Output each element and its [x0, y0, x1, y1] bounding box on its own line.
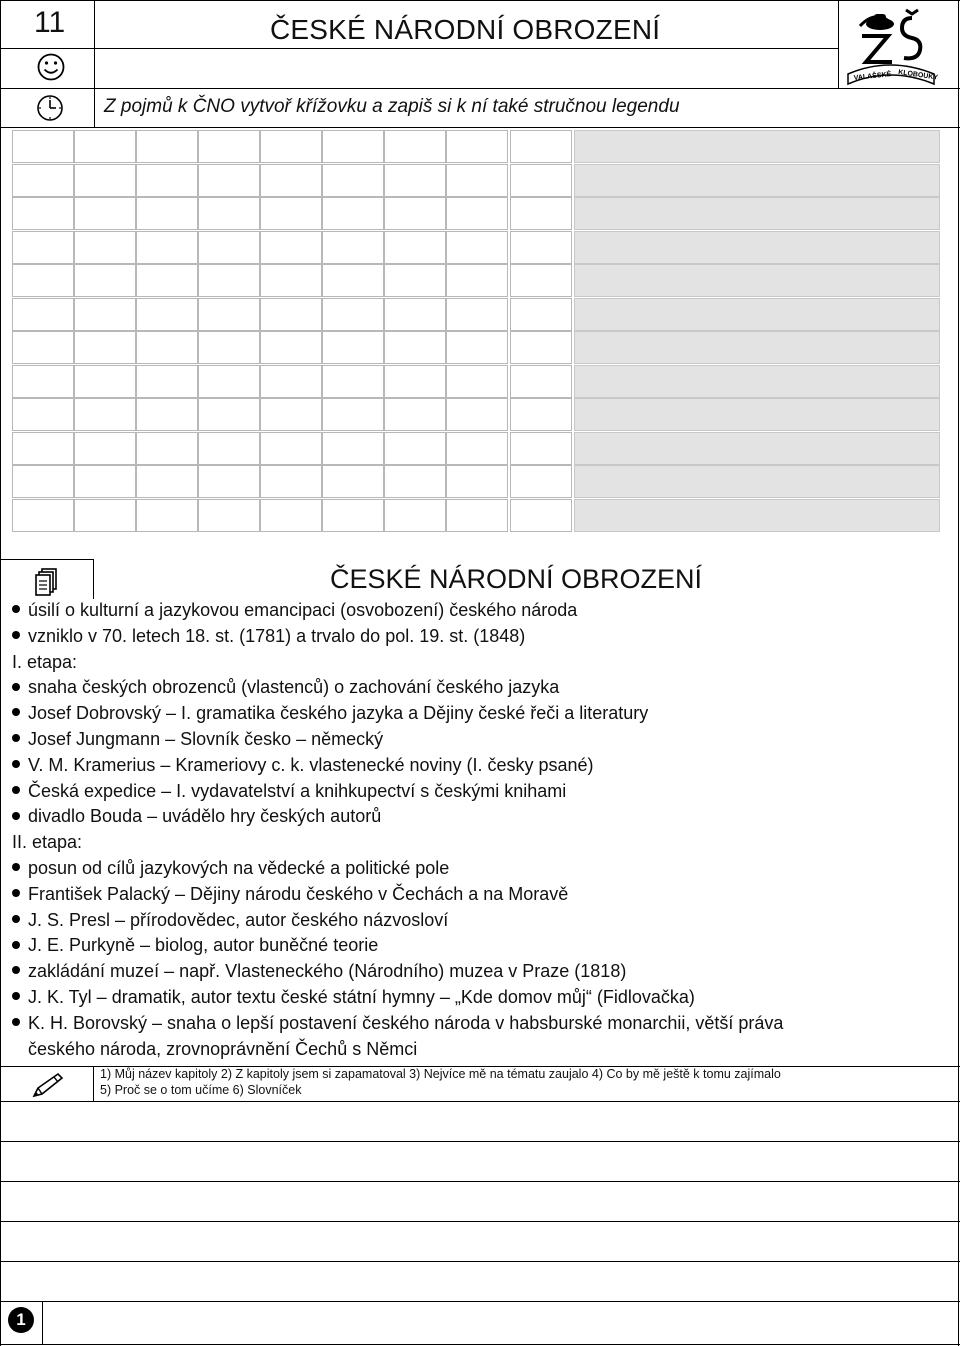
- legend-cell[interactable]: [574, 398, 940, 431]
- crossword-cell[interactable]: [136, 432, 198, 465]
- bullet-dot: [12, 708, 20, 716]
- reflection-hint-line-2: 5) Proč se o tom učíme 6) Slovníček: [100, 1083, 302, 1097]
- smiley-icon: [36, 52, 66, 82]
- crossword-cell[interactable]: [12, 264, 74, 297]
- line-text: J. S. Presl – přírodovědec, autor českého názvosloví: [28, 909, 449, 930]
- line-text: J. K. Tyl – dramatik, autor textu české státní hymny – „Kde domov můj“ (Fidlovačka): [28, 987, 695, 1007]
- crossword-cell[interactable]: [384, 465, 446, 498]
- line-text: snaha českých obrozenců (vlastenců) o zachování českého jazyka: [28, 677, 560, 698]
- crossword-cell[interactable]: [446, 164, 508, 197]
- bullet-dot: [12, 631, 20, 639]
- crossword-cell[interactable]: [446, 365, 508, 398]
- legend-cell[interactable]: [574, 298, 940, 331]
- bullet-item: [12, 677, 559, 698]
- crossword-cell[interactable]: [384, 164, 446, 197]
- crossword-cell[interactable]: [384, 331, 446, 364]
- bullet-dot: [12, 863, 20, 871]
- crossword-cell[interactable]: [198, 197, 260, 230]
- legend-cell[interactable]: [574, 465, 940, 498]
- bullet-dot: [12, 915, 20, 923]
- crossword-cell[interactable]: [510, 365, 572, 398]
- crossword-cell[interactable]: [136, 499, 198, 532]
- crossword-cell[interactable]: [198, 164, 260, 197]
- crossword-cell[interactable]: [446, 264, 508, 297]
- crossword-cell[interactable]: [198, 231, 260, 264]
- logo-text-left: VALAŠSKÉ: [853, 71, 892, 82]
- legend-cell[interactable]: [574, 365, 940, 398]
- crossword-cell[interactable]: [198, 331, 260, 364]
- crossword-cell[interactable]: [384, 432, 446, 465]
- line-text: Česká expedice – I. vydavatelství a knihkupectví s českými knihami: [28, 780, 567, 801]
- crossword-cell[interactable]: [260, 365, 322, 398]
- crossword-cell[interactable]: [384, 365, 446, 398]
- crossword-cell[interactable]: [136, 298, 198, 331]
- bullet-dot: [12, 941, 20, 949]
- crossword-cell[interactable]: [198, 264, 260, 297]
- crossword-cell[interactable]: [510, 465, 572, 498]
- crossword-cell[interactable]: [384, 398, 446, 431]
- bullet-dot: [12, 760, 20, 768]
- bullet-dot: [12, 812, 20, 820]
- crossword-cell[interactable]: [198, 365, 260, 398]
- legend-cell[interactable]: [574, 499, 940, 532]
- crossword-cell[interactable]: [446, 432, 508, 465]
- bullet-item: [12, 961, 626, 982]
- crossword-cell[interactable]: [12, 231, 74, 264]
- crossword-cell[interactable]: [322, 197, 384, 230]
- bullet-item: [12, 626, 525, 647]
- crossword-cell[interactable]: [74, 298, 136, 331]
- crossword-cell[interactable]: [198, 398, 260, 431]
- line-text: českého národa, zrovnoprávnění Čechů s Němci: [28, 1038, 418, 1059]
- legend-cell[interactable]: [574, 164, 940, 197]
- crossword-cell[interactable]: [74, 432, 136, 465]
- crossword-cell[interactable]: [510, 432, 572, 465]
- legend-cell[interactable]: [574, 231, 940, 264]
- crossword-cell[interactable]: [260, 264, 322, 297]
- bullet-item: [12, 1013, 783, 1034]
- line-text: divadlo Bouda – uvádělo hry českých autorů: [28, 806, 382, 827]
- bullet-item: [12, 884, 568, 905]
- crossword-cell[interactable]: [510, 331, 572, 364]
- bullet-item: [12, 781, 566, 802]
- bullet-dot: [12, 605, 20, 613]
- crossword-cell[interactable]: [198, 130, 260, 163]
- line-text: Josef Jungmann – Slovník česko – německý: [28, 729, 384, 749]
- crossword-cell[interactable]: [136, 164, 198, 197]
- crossword-cell[interactable]: [510, 197, 572, 230]
- crossword-cell[interactable]: [446, 298, 508, 331]
- crossword-cell[interactable]: [74, 465, 136, 498]
- line-text: I. etapa:: [12, 651, 78, 672]
- crossword-cell[interactable]: [12, 164, 74, 197]
- crossword-cell[interactable]: [322, 331, 384, 364]
- crossword-cell[interactable]: [322, 365, 384, 398]
- crossword-cell[interactable]: [322, 298, 384, 331]
- crossword-cell[interactable]: [384, 231, 446, 264]
- bullet-item: [12, 806, 381, 827]
- crossword-cell[interactable]: [12, 365, 74, 398]
- crossword-cell[interactable]: [510, 231, 572, 264]
- crossword-cell[interactable]: [74, 365, 136, 398]
- crossword-cell[interactable]: [446, 331, 508, 364]
- crossword-cell[interactable]: [12, 499, 74, 532]
- crossword-cell[interactable]: [446, 231, 508, 264]
- bullet-item: [12, 703, 648, 724]
- pencil-icon: [30, 1072, 64, 1100]
- clock-icon: [36, 94, 64, 122]
- page-title: ČESKÉ NÁRODNÍ OBROZENÍ: [270, 14, 661, 45]
- crossword-cell[interactable]: [384, 197, 446, 230]
- bullet-dot: [12, 786, 20, 794]
- line-text: posun od cílů jazykových na vědecké a politické pole: [28, 858, 450, 878]
- crossword-cell[interactable]: [322, 164, 384, 197]
- crossword-cell[interactable]: [136, 398, 198, 431]
- page-number: 11: [34, 6, 66, 39]
- crossword-cell[interactable]: [510, 164, 572, 197]
- crossword-cell[interactable]: [136, 130, 198, 163]
- plain-line: [12, 652, 77, 673]
- crossword-cell[interactable]: [322, 231, 384, 264]
- crossword-cell[interactable]: [136, 365, 198, 398]
- bullet-item: [12, 600, 577, 621]
- legend-cell[interactable]: [574, 130, 940, 163]
- bullet-item: [12, 910, 448, 931]
- crossword-cell[interactable]: [446, 197, 508, 230]
- crossword-cell[interactable]: [322, 130, 384, 163]
- crossword-cell[interactable]: [198, 465, 260, 498]
- bullet-item: [12, 935, 378, 956]
- crossword-cell[interactable]: [384, 499, 446, 532]
- crossword-cell[interactable]: [74, 398, 136, 431]
- line-text: Josef Dobrovský – I. gramatika českého jazyka a Dějiny české řeči a literatury: [28, 703, 649, 724]
- crossword-cell[interactable]: [510, 130, 572, 163]
- crossword-cell[interactable]: [260, 398, 322, 431]
- crossword-cell[interactable]: [322, 398, 384, 431]
- crossword-cell[interactable]: [260, 130, 322, 163]
- line-text: II. etapa:: [12, 832, 83, 853]
- crossword-cell[interactable]: [198, 499, 260, 532]
- line-text: vzniklo v 70. letech 18. st. (1781) a trvalo do pol. 19. st. (1848): [28, 625, 526, 646]
- crossword-cell[interactable]: [446, 398, 508, 431]
- crossword-cell[interactable]: [260, 298, 322, 331]
- notes-title: ČESKÉ NÁRODNÍ OBROZENÍ: [330, 564, 703, 594]
- line-text: zakládání muzeí – např. Vlasteneckého (Národního) muzea v Praze (1818): [28, 961, 627, 982]
- crossword-cell[interactable]: [198, 298, 260, 331]
- plain-line: [12, 832, 82, 853]
- legend-cell[interactable]: [574, 197, 940, 230]
- crossword-cell[interactable]: [74, 499, 136, 532]
- bullet-dot: [12, 1018, 20, 1026]
- reflection-hint-line-1: 1) Můj název kapitoly 2) Z kapitoly jsem si zapamatoval 3) Nejvíce mě na tématu zaujalo 4) Co by mě ještě k tomu zajímalo: [100, 1067, 781, 1081]
- crossword-cell[interactable]: [384, 264, 446, 297]
- plain-line: [28, 1039, 417, 1060]
- logo-text-right: KLOBOUKY: [897, 69, 939, 82]
- crossword-cell[interactable]: [260, 331, 322, 364]
- crossword-cell[interactable]: [136, 197, 198, 230]
- crossword-cell[interactable]: [12, 197, 74, 230]
- crossword-cell[interactable]: [446, 130, 508, 163]
- crossword-cell[interactable]: [322, 432, 384, 465]
- crossword-cell[interactable]: [260, 231, 322, 264]
- bullet-item: [12, 987, 695, 1008]
- bullet-item: [12, 755, 594, 776]
- bullet-dot: [12, 966, 20, 974]
- line-text: K. H. Borovský – snaha o lepší postavení českého národa v habsburské monarchii, větší práva: [28, 1012, 784, 1033]
- crossword-cell[interactable]: [446, 499, 508, 532]
- crossword-cell[interactable]: [260, 432, 322, 465]
- bullet-item: [12, 858, 449, 879]
- crossword-cell[interactable]: [198, 432, 260, 465]
- legend-cell[interactable]: [574, 331, 940, 364]
- notes-icon: [34, 567, 60, 597]
- crossword-cell[interactable]: [74, 331, 136, 364]
- crossword-cell[interactable]: [322, 264, 384, 297]
- legend-cell[interactable]: [574, 432, 940, 465]
- crossword-cell[interactable]: [260, 164, 322, 197]
- crossword-cell[interactable]: [446, 465, 508, 498]
- crossword-cell[interactable]: [74, 130, 136, 163]
- crossword-cell[interactable]: [74, 164, 136, 197]
- school-logo: [840, 4, 940, 88]
- crossword-cell[interactable]: [12, 331, 74, 364]
- task-instruction: Z pojmů k ČNO vytvoř křížovku a zapiš si k ní také stručnou legendu: [104, 96, 680, 117]
- crossword-cell[interactable]: [74, 264, 136, 297]
- crossword-cell[interactable]: [510, 264, 572, 297]
- bullet-dot: [12, 992, 20, 1000]
- crossword-cell[interactable]: [136, 465, 198, 498]
- legend-cell[interactable]: [574, 264, 940, 297]
- crossword-cell[interactable]: [384, 298, 446, 331]
- crossword-cell[interactable]: [136, 331, 198, 364]
- crossword-cell[interactable]: [322, 465, 384, 498]
- bullet-dot: [12, 889, 20, 897]
- crossword-cell[interactable]: [12, 130, 74, 163]
- crossword-cell[interactable]: [136, 264, 198, 297]
- line-text: J. E. Purkyně – biolog, autor buněčné teorie: [28, 935, 379, 956]
- bullet-dot: [12, 734, 20, 742]
- crossword-cell[interactable]: [510, 398, 572, 431]
- crossword-cell[interactable]: [74, 197, 136, 230]
- crossword-cell[interactable]: [12, 298, 74, 331]
- bullet-dot: [12, 683, 20, 691]
- crossword-cell[interactable]: [510, 499, 572, 532]
- crossword-cell[interactable]: [12, 398, 74, 431]
- bullet-item: [12, 729, 383, 750]
- crossword-cell[interactable]: [322, 499, 384, 532]
- line-text: V. M. Kramerius – Krameriovy c. k. vlastenecké noviny (I. česky psané): [28, 754, 594, 775]
- crossword-cell[interactable]: [12, 465, 74, 498]
- crossword-cell[interactable]: [260, 197, 322, 230]
- crossword-cell[interactable]: [136, 231, 198, 264]
- crossword-cell[interactable]: [74, 231, 136, 264]
- crossword-cell[interactable]: [260, 465, 322, 498]
- crossword-cell[interactable]: [510, 298, 572, 331]
- section-number-badge: 1: [8, 1307, 34, 1333]
- crossword-cell[interactable]: [12, 432, 74, 465]
- line-text: úsilí o kulturní a jazykovou emancipaci (osvobození) českého národa: [28, 600, 578, 620]
- line-text: František Palacký – Dějiny národu českého v Čechách a na Moravě: [28, 883, 569, 904]
- crossword-cell[interactable]: [384, 130, 446, 163]
- crossword-cell[interactable]: [260, 499, 322, 532]
